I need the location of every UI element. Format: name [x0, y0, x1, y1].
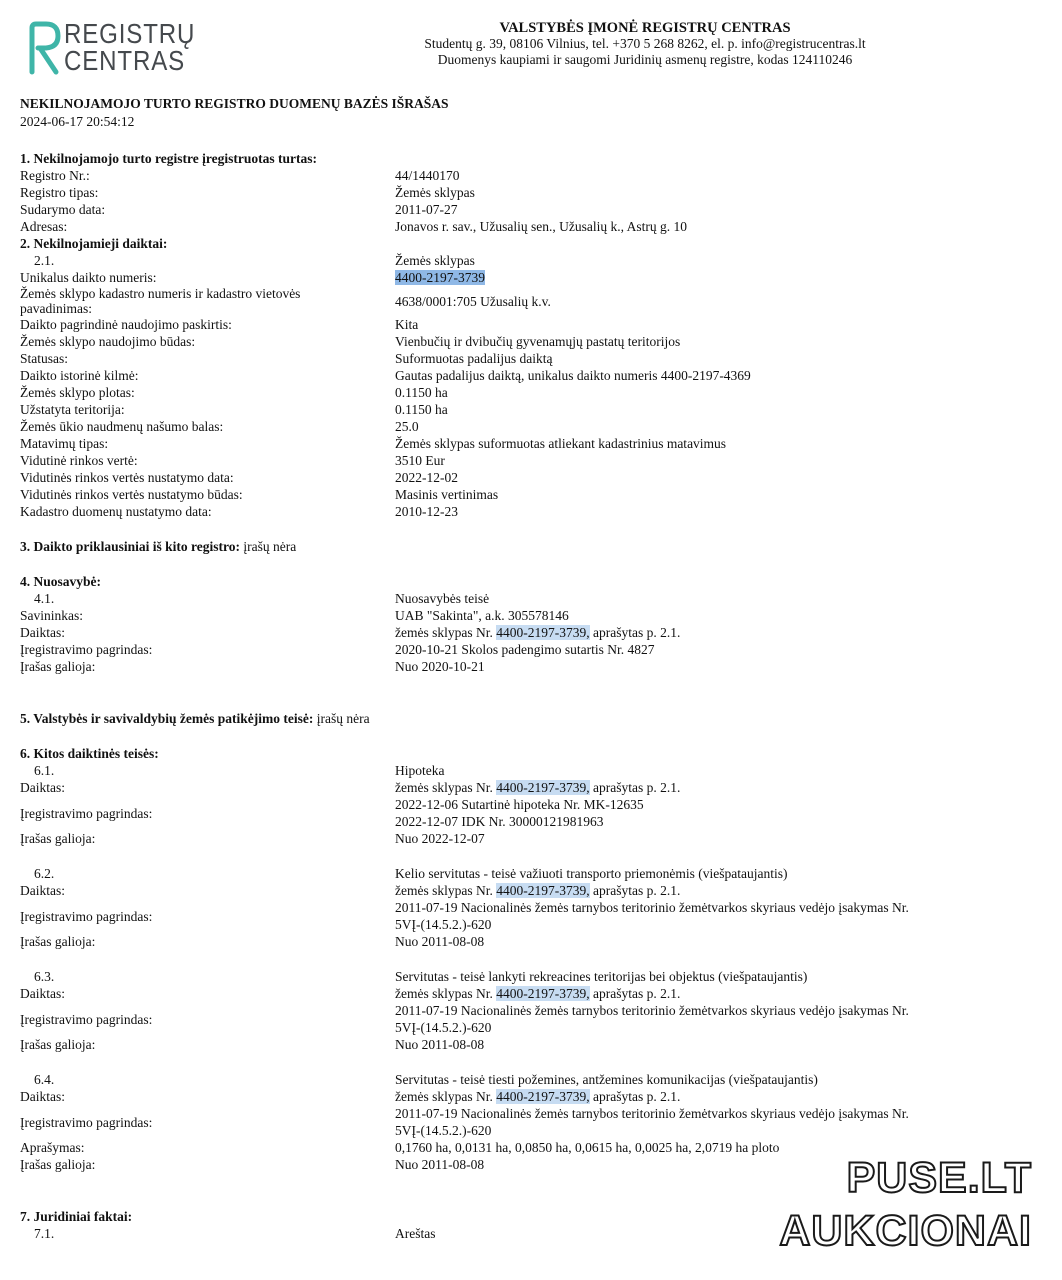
item-type: Kelio servitutas - teisė važiuoti transporto priemonėmis (viešpataujantis): [395, 866, 788, 881]
field-value: Nuo 2011-08-08: [395, 1157, 485, 1172]
document-title: NEKILNOJAMOJO TURTO REGISTRO DUOMENŲ BAZĖS IŠRAŠAS: [20, 96, 449, 111]
item-type: Servitutas - teisė tiesti požemines, antžemines komunikacijas (viešpataujantis): [395, 1072, 818, 1087]
field-value: Žemės sklypas suformuotas atliekant kadastrinius matavimus: [395, 436, 727, 451]
organization-info: [380, 20, 910, 68]
field-value: 25.0: [395, 419, 419, 434]
right-entry-6-3: [0, 968, 1062, 1053]
field-row: [0, 201, 1062, 218]
field-row: [0, 184, 1062, 201]
field-value: 0.1150 ha: [395, 385, 448, 400]
field-row: [0, 384, 1062, 401]
logo-mark-icon: [26, 20, 62, 76]
field-value: Nuo 2011-08-08: [395, 934, 485, 949]
section-5-title: 5. Valstybės ir savivaldybių žemės patikėjimo teisė: įrašų nėra: [20, 711, 370, 726]
field-value: Gautas padalijus daiktą, unikalus daikto numeris 4400-2197-4369: [395, 368, 751, 383]
watermark: [779, 1152, 1032, 1258]
field-label: Daiktas:: [20, 883, 65, 898]
organization-name: VALSTYBĖS ĮMONĖ REGISTRŲ CENTRAS: [499, 20, 791, 36]
field-label-line2: pavadinimas:: [20, 301, 92, 316]
field-label: Įregistravimo pagrindas:: [20, 642, 153, 657]
field-row: [0, 367, 1062, 384]
field-label: Įrašas galioja:: [20, 1157, 96, 1172]
thing-reference: žemės sklypas Nr. 4400-2197-3739, aprašytas p. 2.1.: [395, 883, 681, 898]
field-label: Registro Nr.:: [20, 168, 90, 183]
field-label: Žemės sklypo naudojimo būdas:: [20, 334, 196, 349]
item-number-row: [0, 762, 1062, 779]
item-number: 6.1.: [34, 763, 55, 778]
field-label: Daikto istorinė kilmė:: [20, 368, 139, 383]
field-row: [0, 503, 1062, 520]
section-4-title: 4. Nuosavybė:: [20, 574, 102, 589]
field-value: UAB "Sakinta", a.k. 305578146: [395, 608, 569, 623]
field-label: Įrašas galioja:: [20, 831, 96, 846]
field-row: [0, 985, 1062, 1002]
field-value: 2011-07-27: [395, 202, 458, 217]
field-label: Daiktas:: [20, 1089, 65, 1104]
watermark-line2: AUKCIONAI: [779, 1207, 1032, 1255]
field-value: 2011-07-19 Nacionalinės žemės tarnybos teritorinio žemėtvarkos skyriaus vedėjo įsakymas Nr. 5VĮ-(14.5.2.)-620: [395, 1003, 909, 1035]
section-6-title: 6. Kitos daiktinės teisės:: [20, 746, 159, 761]
field-row: [0, 452, 1062, 469]
item-number-row: [0, 590, 1062, 607]
no-records-note: įrašų nėra: [243, 539, 297, 554]
organization-address: Studentų g. 39, 08106 Vilnius, tel. +370 5 268 8262, el. p. info@registrucentras.lt: [424, 36, 866, 51]
search-highlight: 4400-2197-3739,: [496, 883, 590, 898]
field-row: [0, 486, 1062, 503]
field-row: [0, 796, 1062, 830]
section-3-title: 3. Daikto priklausiniai iš kito registro: įrašų nėra: [20, 539, 297, 554]
thing-reference: žemės sklypas Nr. 4400-2197-3739, aprašytas p. 2.1.: [395, 780, 681, 795]
field-row: [0, 167, 1062, 184]
field-label-line1: Žemės sklypo kadastro numeris ir kadastro vietovės: [20, 286, 301, 301]
field-row: [0, 418, 1062, 435]
field-row: [0, 1088, 1062, 1105]
field-row: [0, 641, 1062, 658]
item-type: Servitutas - teisė lankyti rekreacines teritorijas bei objektus (viešpataujantis): [395, 969, 808, 984]
item-number: 2.1.: [34, 253, 55, 268]
field-label: Įrašas galioja:: [20, 1037, 96, 1052]
field-label: Žemės ūkio naudmenų našumo balas:: [20, 419, 224, 434]
field-label: Daiktas:: [20, 986, 65, 1001]
field-row: [0, 316, 1062, 333]
field-value: 0,1760 ha, 0,0131 ha, 0,0850 ha, 0,0615 ha, 0,0025 ha, 2,0719 ha ploto: [395, 1140, 780, 1155]
field-label: [0, 286, 395, 316]
field-label: Sudarymo data:: [20, 202, 106, 217]
field-label: Įregistravimo pagrindas:: [20, 805, 153, 821]
field-value: 2011-07-19 Nacionalinės žemės tarnybos teritorinio žemėtvarkos skyriaus vedėjo įsakymas Nr. 5VĮ-(14.5.2.)-620: [395, 1106, 909, 1138]
section-1-title: 1. Nekilnojamojo turto registre įregistruotas turtas:: [20, 151, 317, 166]
field-row: [0, 269, 1062, 286]
field-row: [0, 779, 1062, 796]
field-row: [0, 286, 1062, 316]
thing-reference: žemės sklypas Nr. 4400-2197-3739, aprašytas p. 2.1.: [395, 625, 681, 640]
search-highlight: 4400-2197-3739,: [496, 625, 590, 640]
field-label: Vidutinė rinkos vertė:: [20, 453, 138, 468]
field-row: [0, 401, 1062, 418]
item-number: 4.1.: [34, 591, 55, 606]
item-number: 6.2.: [34, 866, 55, 881]
field-row: [0, 1105, 1062, 1139]
field-value: Jonavos r. sav., Užusalių sen., Užusalių k., Astrų g. 10: [395, 219, 687, 234]
field-label: Įrašas galioja:: [20, 934, 96, 949]
field-row: [0, 350, 1062, 367]
field-row: [0, 218, 1062, 235]
field-row: [0, 1036, 1062, 1053]
field-value: Nuo 2011-08-08: [395, 1037, 485, 1052]
field-row: [0, 607, 1062, 624]
field-value: 2010-12-23: [395, 504, 458, 519]
item-type: Žemės sklypas: [395, 253, 475, 268]
field-label: Žemės sklypo plotas:: [20, 385, 135, 400]
section-1-rows: [0, 167, 1062, 235]
registru-centras-logo: [26, 18, 216, 78]
field-row: [0, 882, 1062, 899]
field-value: 3510 Eur: [395, 453, 445, 468]
field-label: Vidutinės rinkos vertės nustatymo būdas:: [20, 487, 243, 502]
field-value: 0.1150 ha: [395, 402, 448, 417]
item-number-row: [0, 968, 1062, 985]
field-label: Įrašas galioja:: [20, 659, 96, 674]
logo-text-line1: REGISTRŲ: [64, 18, 196, 49]
item-number: 6.3.: [34, 969, 55, 984]
field-label: Įregistravimo pagrindas:: [20, 1011, 153, 1027]
field-value: Vienbučių ir dvibučių gyvenamųjų pastatų teritorijos: [395, 334, 681, 349]
item-number: 7.1.: [34, 1226, 55, 1241]
field-value: 2022-12-02: [395, 470, 458, 485]
field-value: 2011-07-19 Nacionalinės žemės tarnybos teritorinio žemėtvarkos skyriaus vedėjo įsakymas Nr. 5VĮ-(14.5.2.)-620: [395, 900, 909, 932]
item-number-row: [0, 1071, 1062, 1088]
field-label: Vidutinės rinkos vertės nustatymo data:: [20, 470, 234, 485]
item-number: 6.4.: [34, 1072, 55, 1087]
field-label: Statusas:: [20, 351, 69, 366]
field-label: Registro tipas:: [20, 185, 99, 200]
organization-registry: Duomenys kaupiami ir saugomi Juridinių asmenų registre, kodas 124110246: [437, 52, 853, 67]
field-value: 2022-12-06 Sutartinė hipoteka Nr. MK-12635 2022-12-07 IDK Nr. 30000121981963: [395, 797, 644, 829]
field-label: Aprašymas:: [20, 1140, 85, 1155]
logo-text-line2: CENTRAS: [64, 45, 186, 76]
watermark-line1: PUSE.LT: [846, 1154, 1032, 1202]
item-type: Nuosavybės teisė: [395, 591, 490, 606]
field-label: Įregistravimo pagrindas:: [20, 1114, 153, 1130]
field-value: Žemės sklypas: [395, 185, 475, 200]
field-value: Nuo 2022-12-07: [395, 831, 485, 846]
field-row: [0, 933, 1062, 950]
field-value: 2020-10-21 Skolos padengimo sutartis Nr. 4827: [395, 642, 655, 657]
field-row: [0, 435, 1062, 452]
field-label: Unikalus daikto numeris:: [20, 270, 157, 285]
field-row: [0, 624, 1062, 641]
field-value: Suformuotas padalijus daiktą: [395, 351, 553, 366]
search-highlight: 4400-2197-3739,: [496, 1089, 590, 1104]
field-label: Kadastro duomenų nustatymo data:: [20, 504, 212, 519]
field-row: [0, 899, 1062, 933]
field-label: Savininkas:: [20, 608, 83, 623]
section-2-title: 2. Nekilnojamieji daiktai:: [20, 236, 168, 251]
section-7-title: 7. Juridiniai faktai:: [20, 1209, 133, 1224]
thing-reference: žemės sklypas Nr. 4400-2197-3739, aprašytas p. 2.1.: [395, 1089, 681, 1104]
field-label: Užstatyta teritorija:: [20, 402, 125, 417]
no-records-note: įrašų nėra: [316, 711, 370, 726]
field-value: Masinis vertinimas: [395, 487, 499, 502]
item-type: Hipoteka: [395, 763, 445, 778]
document-body: [0, 150, 1062, 1242]
search-highlight: 4400-2197-3739,: [496, 986, 590, 1001]
right-entry-6-1: [0, 762, 1062, 847]
field-row: [0, 658, 1062, 675]
field-label: Adresas:: [20, 219, 68, 234]
field-label: Daikto pagrindinė naudojimo paskirtis:: [20, 317, 232, 332]
field-value: 44/1440170: [395, 168, 460, 183]
field-label: Matavimų tipas:: [20, 436, 109, 451]
unique-number-selected-text[interactable]: 4400-2197-3739: [395, 270, 485, 285]
field-row: [0, 333, 1062, 350]
field-value: 4638/0001:705 Užusalių k.v.: [395, 294, 551, 309]
item-number-row: [0, 865, 1062, 882]
document-header: [0, 0, 1062, 95]
field-value: Nuo 2020-10-21: [395, 659, 485, 674]
field-label: Daiktas:: [20, 625, 65, 640]
field-value: Kita: [395, 317, 419, 332]
right-entry-6-2: [0, 865, 1062, 950]
field-label: Daiktas:: [20, 780, 65, 795]
item-number-row: [0, 252, 1062, 269]
field-row: [0, 1002, 1062, 1036]
field-row: [0, 469, 1062, 486]
item-type: Areštas: [395, 1226, 436, 1241]
field-row: [0, 830, 1062, 847]
search-highlight: 4400-2197-3739,: [496, 780, 590, 795]
thing-reference: žemės sklypas Nr. 4400-2197-3739, aprašytas p. 2.1.: [395, 986, 681, 1001]
field-label: Įregistravimo pagrindas:: [20, 908, 153, 924]
document-datetime: 2024-06-17 20:54:12: [20, 114, 135, 129]
